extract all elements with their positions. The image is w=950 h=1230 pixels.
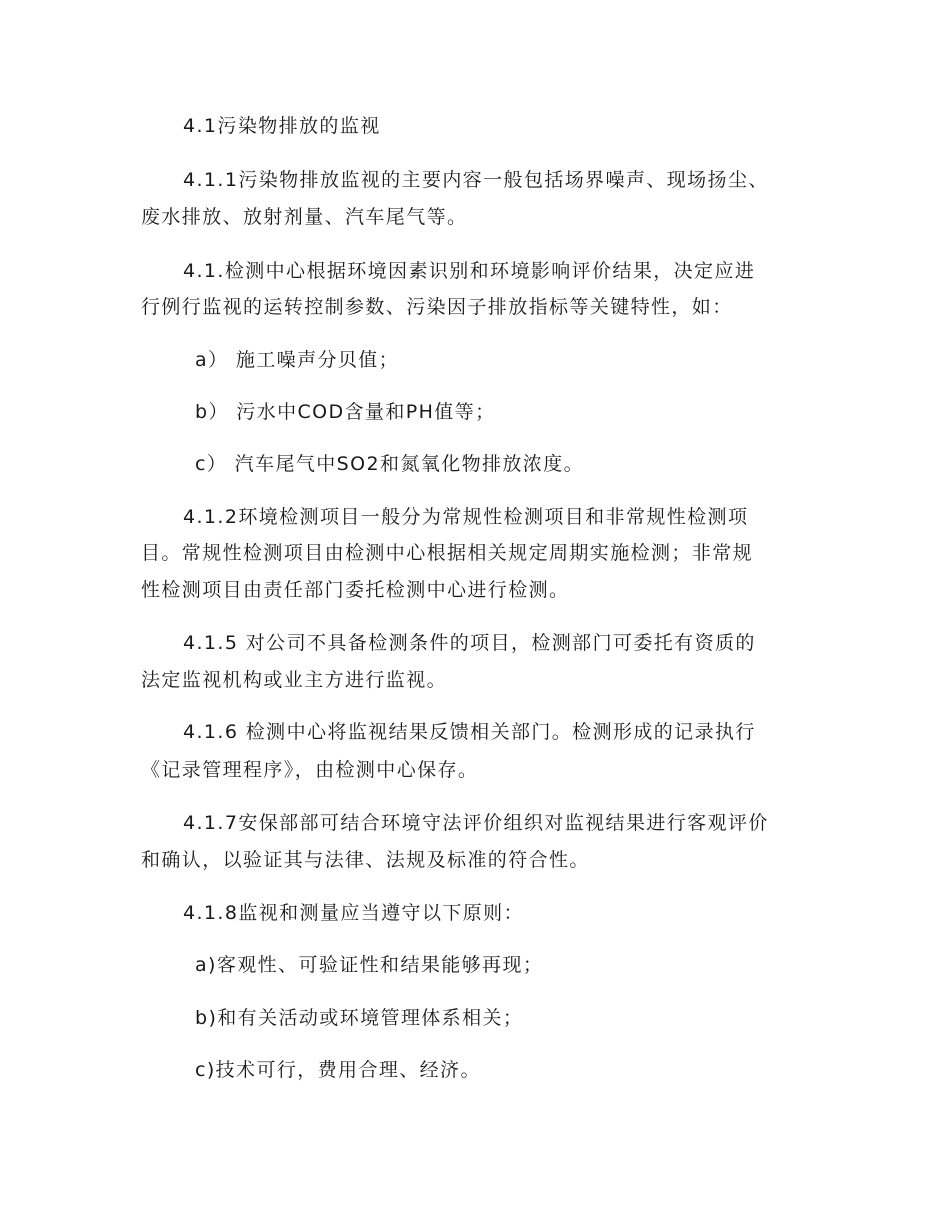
paragraph-4-1-5-line-2: 法定监视机构或业主方进行监视。 [141, 669, 448, 691]
list-item-a: a） 施工噪声分贝值； [195, 349, 400, 371]
list-item-c: c） 汽车尾气中SO2和氮氧化物排放浓度。 [195, 453, 584, 475]
section-heading-4-1: 4.1污染物排放的监视 [183, 115, 381, 137]
paragraph-4-1-1-line-1: 4.1.1污染物排放监视的主要内容一般包括场界噪声、现场扬尘、 [183, 169, 769, 191]
paragraph-4-1-1-line-2: 废水排放、放射剂量、汽车尾气等。 [141, 206, 468, 228]
paragraph-4-1-2-line-1: 4.1.2环境检测项目一般分为常规性检测项目和非常规性检测项 [183, 506, 749, 528]
list-item-b: b） 污水中COD含量和PH值等； [195, 401, 496, 423]
paragraph-4-1-6-line-1: 4.1.6 检测中心将监视结果反馈相关部门。检测形成的记录执行 [183, 721, 756, 743]
principle-a: a)客观性、可验证性和结果能够再现； [195, 954, 544, 976]
principle-c: c)技术可行，费用合理、经济。 [195, 1059, 481, 1081]
paragraph-4-1-2-line-3: 性检测项目由责任部门委托检测中心进行检测。 [141, 579, 570, 601]
principle-b: b)和有关活动或环境管理体系相关； [195, 1007, 524, 1029]
paragraph-4-1-x-line-2: 行例行监视的运转控制参数、污染因子排放指标等关键特性，如： [141, 296, 733, 318]
paragraph-4-1-2-line-2: 目。常规性检测项目由检测中心根据相关规定周期实施检测；非常规 [141, 542, 754, 564]
paragraph-4-1-5-line-1: 4.1.5 对公司不具备检测条件的项目，检测部门可委托有资质的 [183, 632, 756, 654]
paragraph-4-1-7-line-2: 和确认，以验证其与法律、法规及标准的符合性。 [141, 849, 590, 871]
paragraph-4-1-8: 4.1.8监视和测量应当遵守以下原则： [183, 902, 524, 924]
paragraph-4-1-7-line-1: 4.1.7安保部部可结合环境守法评价组织对监视结果进行客观评价 [183, 812, 769, 834]
paragraph-4-1-6-line-2: 《记录管理程序》，由检测中心保存。 [141, 759, 479, 781]
paragraph-4-1-x-line-1: 4.1.检测中心根据环境因素识别和环境影响评价结果，决定应进 [183, 260, 756, 282]
